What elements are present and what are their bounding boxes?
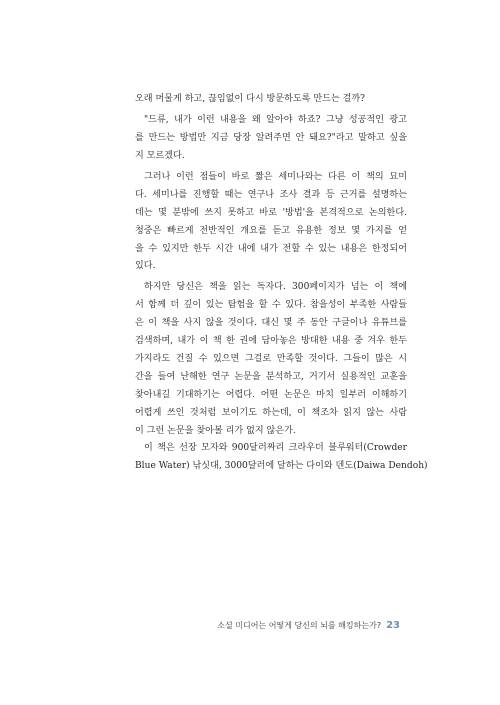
text-line: 검색하며, 내가 이 책 한 권에 담아놓은 방대한 내용 중 겨우 한두 — [135, 336, 407, 347]
text-line: 지 모르겠다. — [135, 150, 185, 161]
text-line: 이 책은 선장 모자와 900달러짜리 크라우더 블루워터(Crowder — [144, 443, 407, 454]
text-line: 청중은 빠르게 전반적인 개요를 듣고 유용한 정보 몇 가지를 얻 — [135, 225, 407, 236]
body-text — [135, 91, 428, 476]
text-line: 이 그런 논문을 찾아볼 리가 없지 않은가. — [135, 425, 296, 436]
page-footer — [217, 613, 400, 632]
text-line: 다. 세미나를 진행할 때는 연구나 조사 결과 등 근거를 설명하는 — [135, 189, 407, 200]
text-line: 찾아내길 기대하기는 어렵다. 어떤 논문은 마치 일부러 이해하기 — [135, 389, 407, 400]
text-line: 가지라도 건질 수 있으면 그걸로 만족할 것이다. 그들이 많은 시 — [135, 354, 407, 365]
text-line: 하지만 당신은 책을 읽는 독자다. 300페이지가 넘는 이 책에 — [144, 282, 407, 293]
text-line: 를 만드는 방법만 지금 당장 알려주면 안 돼요?"라고 말하고 싶을 — [135, 132, 407, 143]
text-line: 을 수 있지만 한두 시간 내에 내가 전할 수 있는 내용은 한정되어 — [135, 243, 407, 254]
text-line: 오래 머물게 하고, 끊임없이 다시 방문하도록 만드는 걸까? — [135, 94, 366, 104]
text-line: 간을 들여 난해한 연구 논문을 분석하고, 거기서 실용적인 교훈을 — [135, 371, 407, 382]
text-line: 데는 몇 분밖에 쓰지 못하고 바로 '방법'을 본격적으로 논의한다. — [135, 207, 407, 218]
text-line: 서 함께 더 깊이 있는 탐험을 할 수 있다. 참을성이 부족한 사람들 — [135, 300, 407, 311]
text-line: 있다. — [135, 261, 156, 272]
text-line: Blue Water) 낚싯대, 3000달러에 달하는 다이와 덴도(Daiwa Dendoh) — [135, 461, 428, 472]
text-line: 어렵게 쓰인 것처럼 보이기도 하는데, 이 책조차 읽지 않는 사람 — [135, 407, 407, 418]
running-title: 소셜 미디어는 어떻게 당신의 뇌를 해킹하는가? — [217, 621, 382, 630]
text-line: 그러나 이런 점들이 바로 짧은 세미나와는 다른 이 책의 묘미 — [144, 171, 407, 182]
text-line: 은 이 책을 사지 않을 것이다. 대신 몇 주 동안 구글이나 유튜브를 — [135, 318, 407, 329]
text-line: "드류, 내가 이런 내용을 왜 알아야 하죠? 그냥 성공적인 광고 — [144, 115, 407, 126]
page-number: 23 — [386, 620, 400, 631]
